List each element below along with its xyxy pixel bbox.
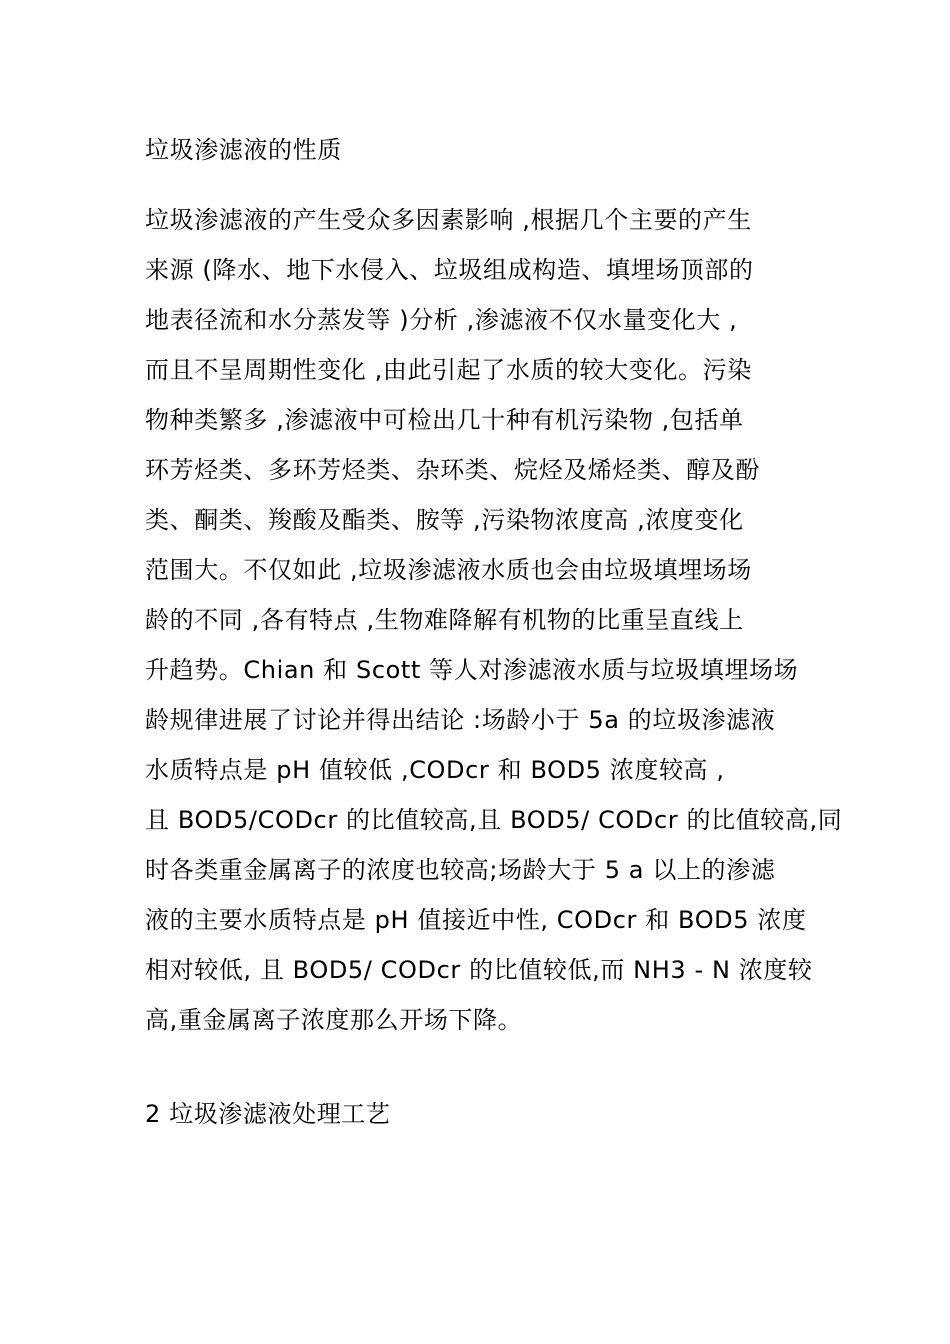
paragraph-line: 而且不呈周期性变化 ,由此引起了水质的较大变化。污染 xyxy=(145,356,752,384)
paragraph-line: 高,重金属离子浓度那么开场下降。 xyxy=(145,1006,523,1034)
paragraph-line: 环芳烃类、多环芳烃类、杂环类、烷烃及烯烃类、醇及酚 xyxy=(145,456,760,484)
paragraph-line: 且 BOD5/CODcr 的比值较高,且 BOD5/ CODcr 的比值较高,同 xyxy=(145,806,843,834)
paragraph-line: 液的主要水质特点是 pH 值接近中性, CODcr 和 BOD5 浓度 xyxy=(145,906,807,934)
paragraph-line: 龄的不同 ,各有特点 ,生物难降解有机物的比重呈直线上 xyxy=(145,606,744,634)
paragraph-line: 相对较低, 且 BOD5/ CODcr 的比值较低,而 NH3 - N 浓度较 xyxy=(145,956,813,984)
paragraph-line: 类、酮类、羧酸及酯类、胺等 ,污染物浓度高 ,浓度变化 xyxy=(145,506,744,534)
paragraph-line: 垃圾渗滤液的产生受众多因素影响 ,根据几个主要的产生 xyxy=(145,206,752,234)
paragraph-line: 范围大。不仅如此 ,垃圾渗滤液水质也会由垃圾填埋场场 xyxy=(145,556,752,584)
paragraph-line: 水质特点是 pH 值较低 ,CODcr 和 BOD5 浓度较高 , xyxy=(145,756,725,784)
paragraph-line: 龄规律进展了讨论并得出结论 :场龄小于 5a 的垃圾渗滤液 xyxy=(145,706,776,734)
paragraph-line: 地表径流和水分蒸发等 )分析 ,渗滤液不仅水量变化大 , xyxy=(145,306,738,334)
paragraph-line: 物种类繁多 ,渗滤液中可检出几十种有机污染物 ,包括单 xyxy=(145,406,744,434)
paragraph-line: 来源 (降水、地下水侵入、垃圾组成构造、填埋场顶部的 xyxy=(145,256,754,284)
paragraph-line: 升趋势。Chian 和 Scott 等人对渗滤液水质与垃圾填埋场场 xyxy=(145,656,799,684)
section-heading: 垃圾渗滤液的性质 xyxy=(145,136,342,164)
paragraph-line: 时各类重金属离子的浓度也较高;场龄大于 5 a 以上的渗滤 xyxy=(145,856,776,884)
section-2-heading: 2 垃圾渗滤液处理工艺 xyxy=(145,1100,391,1128)
